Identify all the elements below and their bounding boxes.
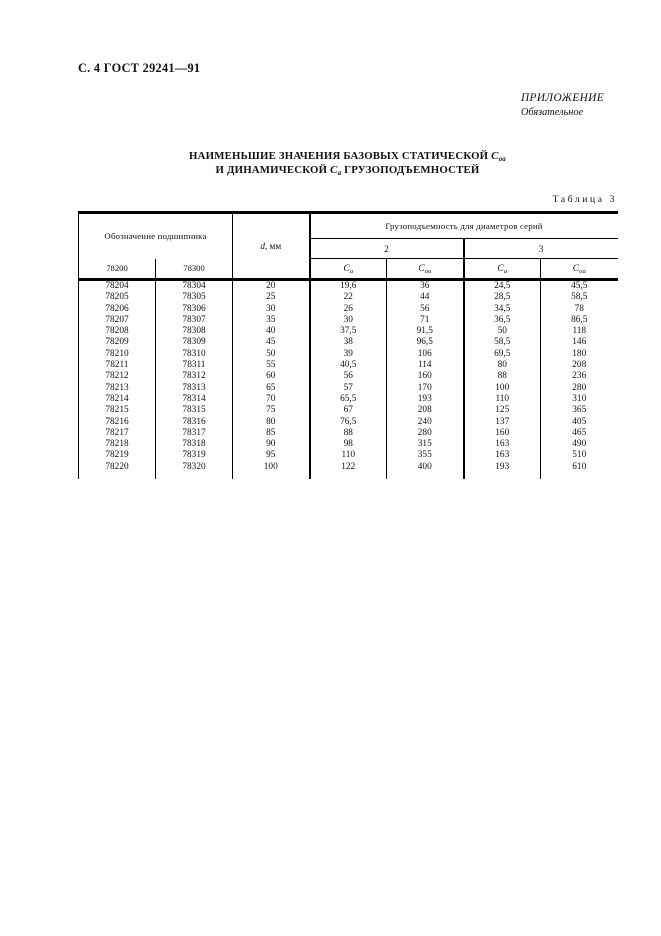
spacer-cell	[541, 473, 618, 479]
table-cell: 208	[387, 405, 464, 416]
table-cell: 208	[541, 360, 618, 371]
annex-title: ПРИЛОЖЕНИЕ	[521, 92, 605, 104]
table-cell: 122	[310, 462, 387, 473]
table-cell: 88	[310, 428, 387, 439]
table-cell: 78305	[156, 292, 233, 303]
table-cell: 76,5	[310, 417, 387, 428]
table-cell: 78218	[105, 439, 129, 450]
table-cell: 78313	[156, 383, 233, 394]
table-row	[79, 428, 618, 439]
spacer-cell	[79, 473, 156, 479]
spacer-cell	[310, 473, 387, 479]
table-cell: 180	[541, 349, 618, 360]
header-diameter: d, мм	[233, 213, 310, 280]
table-cell: 315	[387, 439, 464, 450]
table-cell: 80	[464, 360, 541, 371]
table-cell: 78306	[156, 304, 233, 315]
table-row	[79, 383, 618, 394]
table-cell: 240	[387, 417, 464, 428]
table-cell: 78204	[105, 281, 129, 291]
header-capacity-group: Грузоподъемность для диаметров серий	[310, 213, 618, 239]
table-cell: 110	[310, 450, 387, 461]
table-cell: 400	[387, 462, 464, 473]
table-cell: 78309	[156, 337, 233, 348]
table-cell: 58,5	[541, 292, 618, 303]
table-cell: 160	[464, 428, 541, 439]
table-cell: 490	[541, 439, 618, 450]
table-row	[79, 450, 618, 461]
table-cell: 280	[541, 383, 618, 394]
annex-block	[521, 91, 604, 120]
table-row	[79, 417, 618, 428]
table-row	[79, 371, 618, 382]
table-cell: 65	[233, 383, 310, 394]
document-title-line2: И ДИНАМИЧЕСКОЙ $С_а$ ГРУЗОПОДЪЕМНОСТЕЙ	[215, 164, 480, 177]
table-cell: 125	[464, 405, 541, 416]
table-row	[79, 315, 618, 326]
table-cell: 36	[387, 280, 464, 293]
table-cell: 96,5	[387, 337, 464, 348]
table-cell: 106	[387, 349, 464, 360]
table-cell: 85	[233, 428, 310, 439]
table-cell: 38	[310, 337, 387, 348]
table-cell: 78211	[105, 360, 129, 371]
table-cell: 365	[541, 405, 618, 416]
table-cell: 236	[541, 371, 618, 382]
table-row	[79, 280, 618, 293]
table-row	[79, 394, 618, 405]
table-cell: 163	[464, 450, 541, 461]
table-cell: 56	[387, 304, 464, 315]
table-cell: 70	[233, 394, 310, 405]
table-cell: 193	[387, 394, 464, 405]
table-cell: 163	[464, 439, 541, 450]
table-cell: 78311	[156, 360, 233, 371]
table-caption: Таблица 3	[552, 194, 617, 205]
table-cell: 20	[233, 280, 310, 293]
table-cell: 28,5	[464, 292, 541, 303]
table-cell: 19,6	[310, 280, 387, 293]
table-cell: 78	[541, 304, 618, 315]
table-cell: 78215	[105, 405, 129, 416]
table-cell: 22	[310, 292, 387, 303]
spacer-cell	[233, 473, 310, 479]
table-cell: 118	[541, 326, 618, 337]
table-cell: 78310	[156, 349, 233, 360]
header-designation-78300: 78300	[156, 259, 233, 280]
table-cell: 65,5	[310, 394, 387, 405]
table-cell: 78312	[156, 371, 233, 382]
table-cell: 86,5	[541, 315, 618, 326]
table-row	[79, 360, 618, 371]
table-cell: 78307	[156, 315, 233, 326]
table-cell: 78319	[156, 450, 233, 461]
table-cell: 39	[310, 349, 387, 360]
table-cell: 26	[310, 304, 387, 315]
spacer-cell	[464, 473, 541, 479]
table-cell: 44	[387, 292, 464, 303]
table-cell: 78320	[156, 462, 233, 473]
table-cell: 36,5	[464, 315, 541, 326]
table-cell: 60	[233, 371, 310, 382]
table-cell: 78205	[105, 292, 129, 303]
table-cell: 280	[387, 428, 464, 439]
table-cell: 91,5	[387, 326, 464, 337]
table-row	[79, 292, 618, 303]
table-cell: 465	[541, 428, 618, 439]
header-coa-series3: $С_{оа}$	[541, 259, 618, 280]
header-designation-78200: 78200	[79, 259, 156, 280]
table-cell: 78318	[156, 439, 233, 450]
table-cell: 78216	[105, 416, 129, 427]
table-cell: 88	[464, 371, 541, 382]
table-row	[79, 405, 618, 416]
table-cell: 100	[464, 383, 541, 394]
table-cell: 78220	[105, 461, 129, 472]
table-cell: 610	[541, 462, 618, 473]
table-cell: 78209	[105, 337, 129, 348]
table-cell: 50	[464, 326, 541, 337]
table-cell: 67	[310, 405, 387, 416]
table-cell: 78317	[156, 428, 233, 439]
spacer-cell	[156, 473, 233, 479]
table-cell: 78212	[105, 371, 129, 382]
header-bearing-designation: Обозначение подшипника	[104, 231, 207, 242]
table-cell: 355	[387, 450, 464, 461]
table-bottom-spacer	[79, 473, 618, 479]
table-cell: 170	[387, 383, 464, 394]
header-series-2: 2	[310, 239, 464, 259]
table-cell: 78206	[105, 303, 129, 314]
table-cell: 78316	[156, 417, 233, 428]
table-cell: 35	[233, 315, 310, 326]
table-cell: 78314	[156, 394, 233, 405]
table-cell: 71	[387, 315, 464, 326]
table-cell: 78304	[156, 280, 233, 293]
table-cell: 40	[233, 326, 310, 337]
table-cell: 25	[233, 292, 310, 303]
table-cell: 30	[233, 304, 310, 315]
table-cell: 90	[233, 439, 310, 450]
table-row	[79, 304, 618, 315]
document-title	[78, 149, 617, 177]
table-cell: 78214	[105, 393, 129, 404]
table-row	[79, 439, 618, 450]
table-cell: 405	[541, 417, 618, 428]
table-cell: 110	[464, 394, 541, 405]
table-cell: 58,5	[464, 337, 541, 348]
table-cell: 80	[233, 417, 310, 428]
table-cell: 34,5	[464, 304, 541, 315]
table-cell: 24,5	[464, 280, 541, 293]
table-cell: 78208	[105, 326, 129, 337]
table-cell: 78308	[156, 326, 233, 337]
table-cell: 30	[310, 315, 387, 326]
header-series-3: 3	[464, 239, 618, 259]
table-row	[79, 337, 618, 348]
table-cell: 75	[233, 405, 310, 416]
table-body	[79, 280, 618, 474]
annex-subtitle: Обязательное	[521, 107, 584, 119]
table-cell: 160	[387, 371, 464, 382]
table-cell: 100	[233, 462, 310, 473]
table-cell: 95	[233, 450, 310, 461]
table-cell: 98	[310, 439, 387, 450]
table-cell: 40,5	[310, 360, 387, 371]
table-row	[79, 326, 618, 337]
table-cell: 45	[233, 337, 310, 348]
table-cell: 193	[464, 462, 541, 473]
header-ca-series3: $С_а$	[464, 259, 541, 280]
header-ca-series2: $С_а$	[310, 259, 387, 280]
header-coa-series2: $С_{оа}$	[387, 259, 464, 280]
table-cell: 78210	[105, 348, 129, 359]
table-row	[79, 462, 618, 473]
table-cell: 56	[310, 371, 387, 382]
bearing-capacity-table	[78, 211, 618, 479]
table-cell: 69,5	[464, 349, 541, 360]
table-cell: 78219	[105, 450, 129, 461]
table-cell: 137	[464, 417, 541, 428]
table-row	[79, 349, 618, 360]
table-cell: 78217	[105, 427, 129, 438]
table-cell: 146	[541, 337, 618, 348]
table-cell: 114	[387, 360, 464, 371]
table-cell: 50	[233, 349, 310, 360]
table-cell: 45,5	[541, 280, 618, 293]
document-title-line1: НАИМЕНЬШИЕ ЗНАЧЕНИЯ БАЗОВЫХ СТАТИЧЕСКОЙ $С_{оа}$	[189, 150, 506, 163]
table-cell: 37,5	[310, 326, 387, 337]
table-cell: 57	[310, 383, 387, 394]
table-cell: 78207	[105, 314, 129, 325]
spacer-cell	[387, 473, 464, 479]
table-cell: 55	[233, 360, 310, 371]
page-header: С. 4 ГОСТ 29241—91	[78, 61, 201, 75]
table-cell: 510	[541, 450, 618, 461]
table-cell: 78213	[105, 382, 129, 393]
table-cell: 78315	[156, 405, 233, 416]
table-cell: 310	[541, 394, 618, 405]
